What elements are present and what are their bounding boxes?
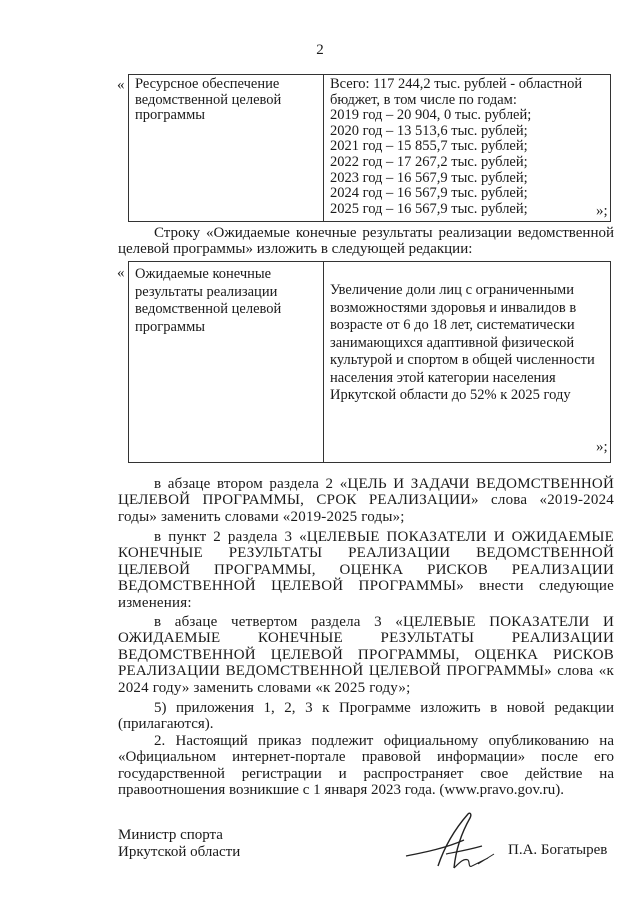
resource-line: бюджет, в том числе по годам:: [330, 91, 517, 108]
page-number: 2: [316, 42, 324, 58]
resource-line: Всего: 117 244,2 тыс. рублей - областной: [330, 76, 583, 92]
results-table-value: Увеличение доли лиц с ограниченными возможностями здоровья и инвалидов в возрасте от 6 до 18 лет, систематически занимающихся адаптивной физической культурой и спортом в общей численности населения этой категории населения Иркутской области до 52% к 2025 году: [324, 262, 611, 463]
resource-table-values: [324, 75, 611, 222]
resource-table-label: Ресурсное обеспечение ведомственной целевой программы: [129, 75, 324, 222]
paragraph-section2: в абзаце втором раздела 2 «ЦЕЛЬ И ЗАДАЧИ ВЕДОМСТВЕННОЙ ЦЕЛЕВОЙ ПРОГРАММЫ, СРОК РЕАЛИЗАЦИИ» слова «2019-2024 годы» заменить словами «2019-2025 годы»;: [118, 476, 614, 525]
table1-close-quote: »;: [596, 203, 608, 219]
resource-line: 2020 год – 13 513,6 тыс. рублей;: [330, 122, 528, 139]
table2-close-quote: »;: [596, 439, 608, 455]
signatory-position-line2: Иркутской области: [118, 844, 241, 860]
table1-open-quote: «: [117, 77, 125, 93]
resource-table: [128, 74, 611, 222]
handwritten-signature: [398, 808, 508, 880]
resource-line: 2022 год – 17 267,2 тыс. рублей;: [330, 153, 528, 170]
paragraph-item2-section3: в пункт 2 раздела 3 «ЦЕЛЕВЫЕ ПОКАЗАТЕЛИ И ОЖИДАЕМЫЕ КОНЕЧНЫЕ РЕЗУЛЬТАТЫ РЕАЛИЗАЦИИ ВЕДОМСТВЕННОЙ ЦЕЛЕВОЙ ПРОГРАММЫ, ОЦЕНКА РИСКОВ РЕАЛИЗАЦИИ ВЕДОМСТВЕННОЙ ЦЕЛЕВОЙ ПРОГРАММЫ» внести следующие изменения:: [118, 529, 614, 611]
paragraph-appendices: 5) приложения 1, 2, 3 к Программе изложить в новой редакции (прилагаются).: [118, 700, 614, 733]
paragraph-section3-abzac4: в абзаце четвертом раздела 3 «ЦЕЛЕВЫЕ ПОКАЗАТЕЛИ И ОЖИДАЕМЫЕ КОНЕЧНЫЕ РЕЗУЛЬТАТЫ РЕАЛИЗАЦИИ ВЕДОМСТВЕННОЙ ЦЕЛЕВОЙ ПРОГРАММЫ, ОЦЕНКА РИСКОВ РЕАЛИЗАЦИИ ВЕДОМСТВЕННОЙ ЦЕЛЕВОЙ ПРОГРАММЫ» слова «к 2024 году» заменить словами «к 2025 году»;: [118, 614, 614, 696]
resource-line: 2025 год – 16 567,9 тыс. рублей;: [330, 200, 528, 217]
results-table-label: Ожидаемые конечные результаты реализации ведомственной целевой программы: [129, 262, 324, 463]
resource-line: 2019 год – 20 904, 0 тыс. рублей;: [330, 107, 532, 124]
intro-paragraph: Строку «Ожидаемые конечные результаты реализации ведомственной целевой программы» изложить в следующей редакции:: [118, 225, 614, 258]
signatory-position: [118, 827, 240, 861]
resource-line: 2024 год – 16 567,9 тыс. рублей;: [330, 185, 528, 202]
resource-line: 2023 год – 16 567,9 тыс. рублей;: [330, 169, 528, 186]
results-table: [128, 261, 611, 463]
signatory-name: П.А. Богатырев: [508, 842, 608, 858]
table2-open-quote: «: [117, 265, 125, 281]
resource-line: 2021 год – 15 855,7 тыс. рублей;: [330, 138, 528, 155]
resource-table-lines: [330, 77, 606, 217]
signatory-position-line1: Министр спорта: [118, 827, 223, 843]
paragraph-publication: 2. Настоящий приказ подлежит официальному опубликованию на «Официальном интернет-портале правовой информации» после его государственной регистрации и распространяет свое действие на правоотношения возникшие с 1 января 2023 года. (www.pravo.gov.ru).: [118, 733, 614, 799]
